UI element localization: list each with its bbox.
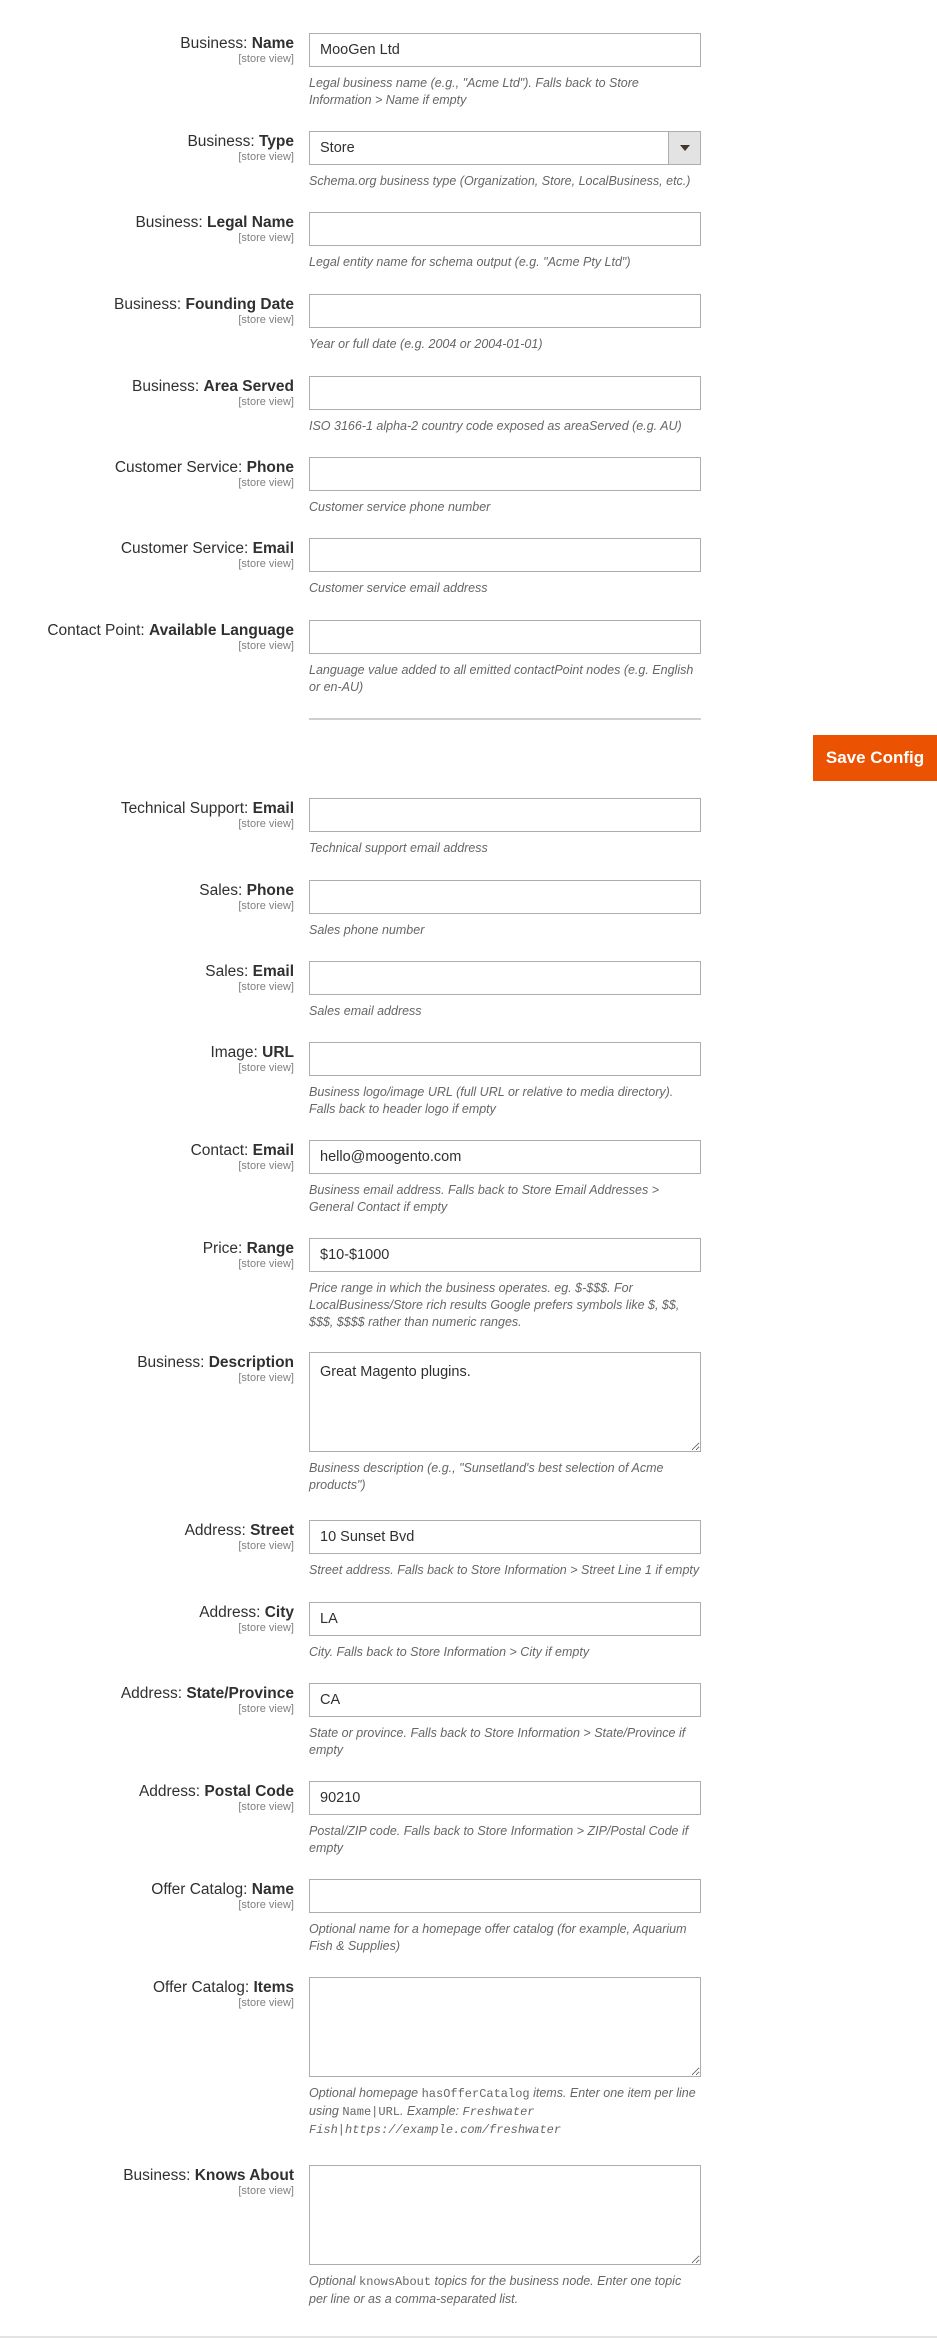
- field-label: Price: Range [store view]: [202, 1240, 294, 1270]
- chevron-down-icon[interactable]: [668, 132, 700, 164]
- field-note: Legal entity name for schema output (e.g. "Acme Pty Ltd"): [309, 255, 631, 269]
- field-note: Business description (e.g., "Sunsetland's best selection of Acme products"): [309, 1461, 664, 1492]
- field-note: ISO 3166-1 alpha-2 country code exposed as areaServed (e.g. AU): [309, 419, 682, 433]
- knows-about-textarea[interactable]: [309, 2165, 701, 2265]
- field-label: Business: Area Served [store view]: [132, 378, 294, 408]
- field-label: Customer Service: Email [store view]: [120, 540, 294, 570]
- customer-service-email-input[interactable]: [309, 538, 701, 572]
- field-note: Business logo/image URL (full URL or relative to media directory). Falls back to header logo if empty: [309, 1085, 674, 1116]
- field-label: Technical Support: Email [store view]: [120, 800, 294, 830]
- field-note: Street address. Falls back to Store Information > Street Line 1 if empty: [309, 1563, 700, 1577]
- offer-catalog-name-input[interactable]: [309, 1879, 701, 1913]
- field-label: Address: City [store view]: [199, 1604, 294, 1634]
- field-note: Customer service email address: [309, 581, 488, 595]
- business-type-select[interactable]: Store: [309, 131, 701, 165]
- sales-phone-input[interactable]: [309, 880, 701, 914]
- business-description-textarea[interactable]: [309, 1352, 701, 1452]
- technical-support-email-input[interactable]: [309, 798, 701, 832]
- field-note: Optional homepage hasOfferCatalog items. Enter one item per line using Name|URL. Example: Freshwater Fish|https://example.com/freshwater: [309, 2086, 696, 2137]
- offer-catalog-items-textarea[interactable]: [309, 1977, 701, 2077]
- field-note: State or province. Falls back to Store Information > State/Province if empty: [309, 1726, 686, 1757]
- contact-email-input[interactable]: [309, 1140, 701, 1174]
- field-label: Business: Founding Date [store view]: [113, 296, 294, 326]
- field-note: City. Falls back to Store Information > City if empty: [309, 1645, 590, 1659]
- field-label: Business: Legal Name [store view]: [135, 214, 294, 244]
- legal-name-input[interactable]: [309, 212, 701, 246]
- field-note: Price range in which the business operates. eg. $-$$$. For LocalBusiness/Store rich results Google prefers symbols like $, $$, $$$, $$$$ rather than numeric ranges.: [309, 1281, 680, 1329]
- sales-email-input[interactable]: [309, 961, 701, 995]
- field-label: Address: Postal Code [store view]: [138, 1783, 294, 1813]
- field-note: Language value added to all emitted contactPoint nodes (e.g. English or en-AU): [309, 663, 694, 694]
- field-note: Business email address. Falls back to Store Email Addresses > General Contact if empty: [309, 1183, 660, 1214]
- section-divider: [309, 718, 701, 720]
- field-note: Customer service phone number: [309, 500, 491, 514]
- field-note: Technical support email address: [309, 841, 488, 855]
- field-label: Address: State/Province [store view]: [120, 1685, 294, 1715]
- field-label: Customer Service: Phone [store view]: [114, 459, 294, 489]
- field-label: Business: Type [store view]: [187, 133, 294, 163]
- save-config-button[interactable]: Save Config: [813, 735, 937, 781]
- address-postal-code-input[interactable]: [309, 1781, 701, 1815]
- cut-off-top-text: [0, 0, 937, 3]
- field-label: Business: Description [store view]: [137, 1354, 294, 1384]
- field-label: Business: Knows About [store view]: [123, 2167, 294, 2197]
- field-note: Optional name for a homepage offer catalog (for example, Aquarium Fish & Supplies): [309, 1922, 687, 1953]
- address-city-input[interactable]: [309, 1602, 701, 1636]
- address-state-input[interactable]: [309, 1683, 701, 1717]
- field-label: Sales: Email [store view]: [205, 963, 294, 993]
- business-name-input[interactable]: [309, 33, 701, 67]
- field-label: Offer Catalog: Items [store view]: [152, 1979, 294, 2009]
- price-range-input[interactable]: [309, 1238, 701, 1272]
- field-label: Sales: Phone [store view]: [199, 882, 294, 912]
- field-label: Offer Catalog: Name [store view]: [151, 1881, 294, 1911]
- field-label: Business: Name [store view]: [180, 35, 294, 65]
- address-street-input[interactable]: [309, 1520, 701, 1554]
- field-note: Year or full date (e.g. 2004 or 2004-01-01): [309, 337, 543, 351]
- field-label: Contact: Email [store view]: [190, 1142, 294, 1172]
- field-note: Postal/ZIP code. Falls back to Store Information > ZIP/Postal Code if empty: [309, 1824, 689, 1855]
- image-url-input[interactable]: [309, 1042, 701, 1076]
- area-served-input[interactable]: [309, 376, 701, 410]
- founding-date-input[interactable]: [309, 294, 701, 328]
- field-label: Image: URL [store view]: [210, 1044, 294, 1074]
- field-note: Sales email address: [309, 1004, 422, 1018]
- field-note: Legal business name (e.g., "Acme Ltd"). Falls back to Store Information > Name if empty: [309, 76, 639, 107]
- field-label: Contact Point: Available Language [store view]: [47, 622, 294, 652]
- field-note: Optional knowsAbout topics for the business node. Enter one topic per line or as a comma-separated list.: [309, 2274, 682, 2306]
- customer-service-phone-input[interactable]: [309, 457, 701, 491]
- field-note: Schema.org business type (Organization, Store, LocalBusiness, etc.): [309, 174, 691, 188]
- field-note: Sales phone number: [309, 923, 425, 937]
- available-language-input[interactable]: [309, 620, 701, 654]
- field-label: Address: Street [store view]: [184, 1522, 294, 1552]
